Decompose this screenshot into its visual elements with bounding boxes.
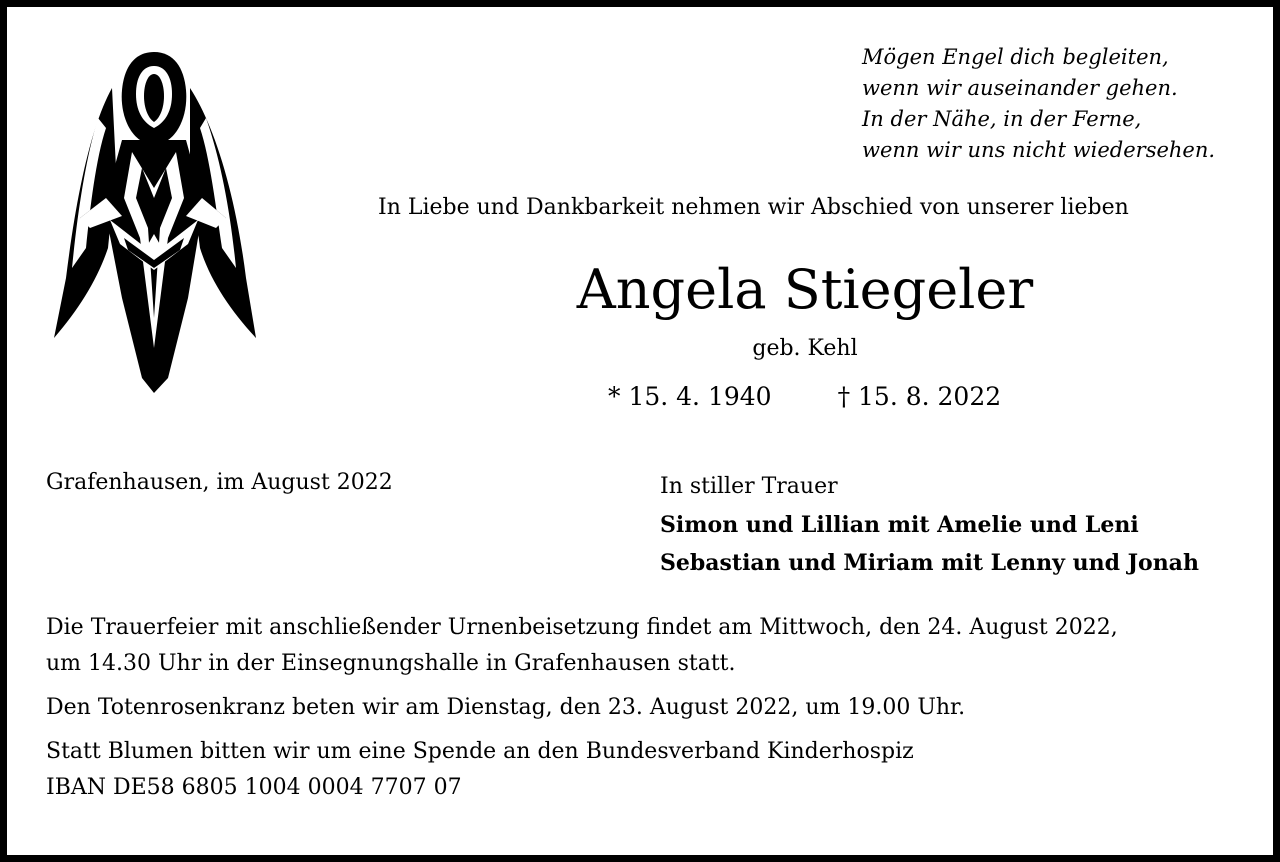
poem-line: wenn wir auseinander gehen. <box>862 76 1178 100</box>
funeral-line: um 14.30 Uhr in der Einsegnungshalle in Grafenhausen statt. <box>46 651 736 676</box>
intro-text: In Liebe und Dankbarkeit nehmen wir Abschied von unserer lieben <box>378 195 1129 220</box>
poem <box>862 42 1215 166</box>
donation-line: Statt Blumen bitten wir um eine Spende an den Bundesverband Kinderhospiz <box>46 739 914 764</box>
poem-line: wenn wir uns nicht wiedersehen. <box>862 138 1216 162</box>
death-date: † 15. 8. 2022 <box>837 382 1002 411</box>
deceased-name: Angela Stiegeler <box>576 258 1034 321</box>
iban-line: IBAN DE58 6805 1004 0004 7707 07 <box>46 775 462 800</box>
birth-date: * 15. 4. 1940 <box>608 382 772 411</box>
rosary-line: Den Totenrosenkranz beten wir am Dienstag, den 23. August 2022, um 19.00 Uhr. <box>46 695 966 720</box>
mourners <box>660 468 1199 582</box>
funeral-line: Die Trauerfeier mit anschließender Urnenbeisetzung findet am Mittwoch, den 24. August 2022, <box>46 615 1118 640</box>
poem-line: Mögen Engel dich begleiten, <box>862 45 1169 69</box>
place-date: Grafenhausen, im August 2022 <box>46 470 393 495</box>
mourner-family: Simon und Lillian mit Amelie und Leni <box>660 512 1139 538</box>
service-details <box>46 610 1118 806</box>
birth-name: geb. Kehl <box>752 336 858 361</box>
mourner-family: Sebastian und Miriam mit Lenny und Jonah <box>660 550 1199 576</box>
mourners-heading: In stiller Trauer <box>660 474 838 499</box>
life-dates <box>608 382 1001 411</box>
poem-line: In der Nähe, in der Ferne, <box>862 107 1142 131</box>
